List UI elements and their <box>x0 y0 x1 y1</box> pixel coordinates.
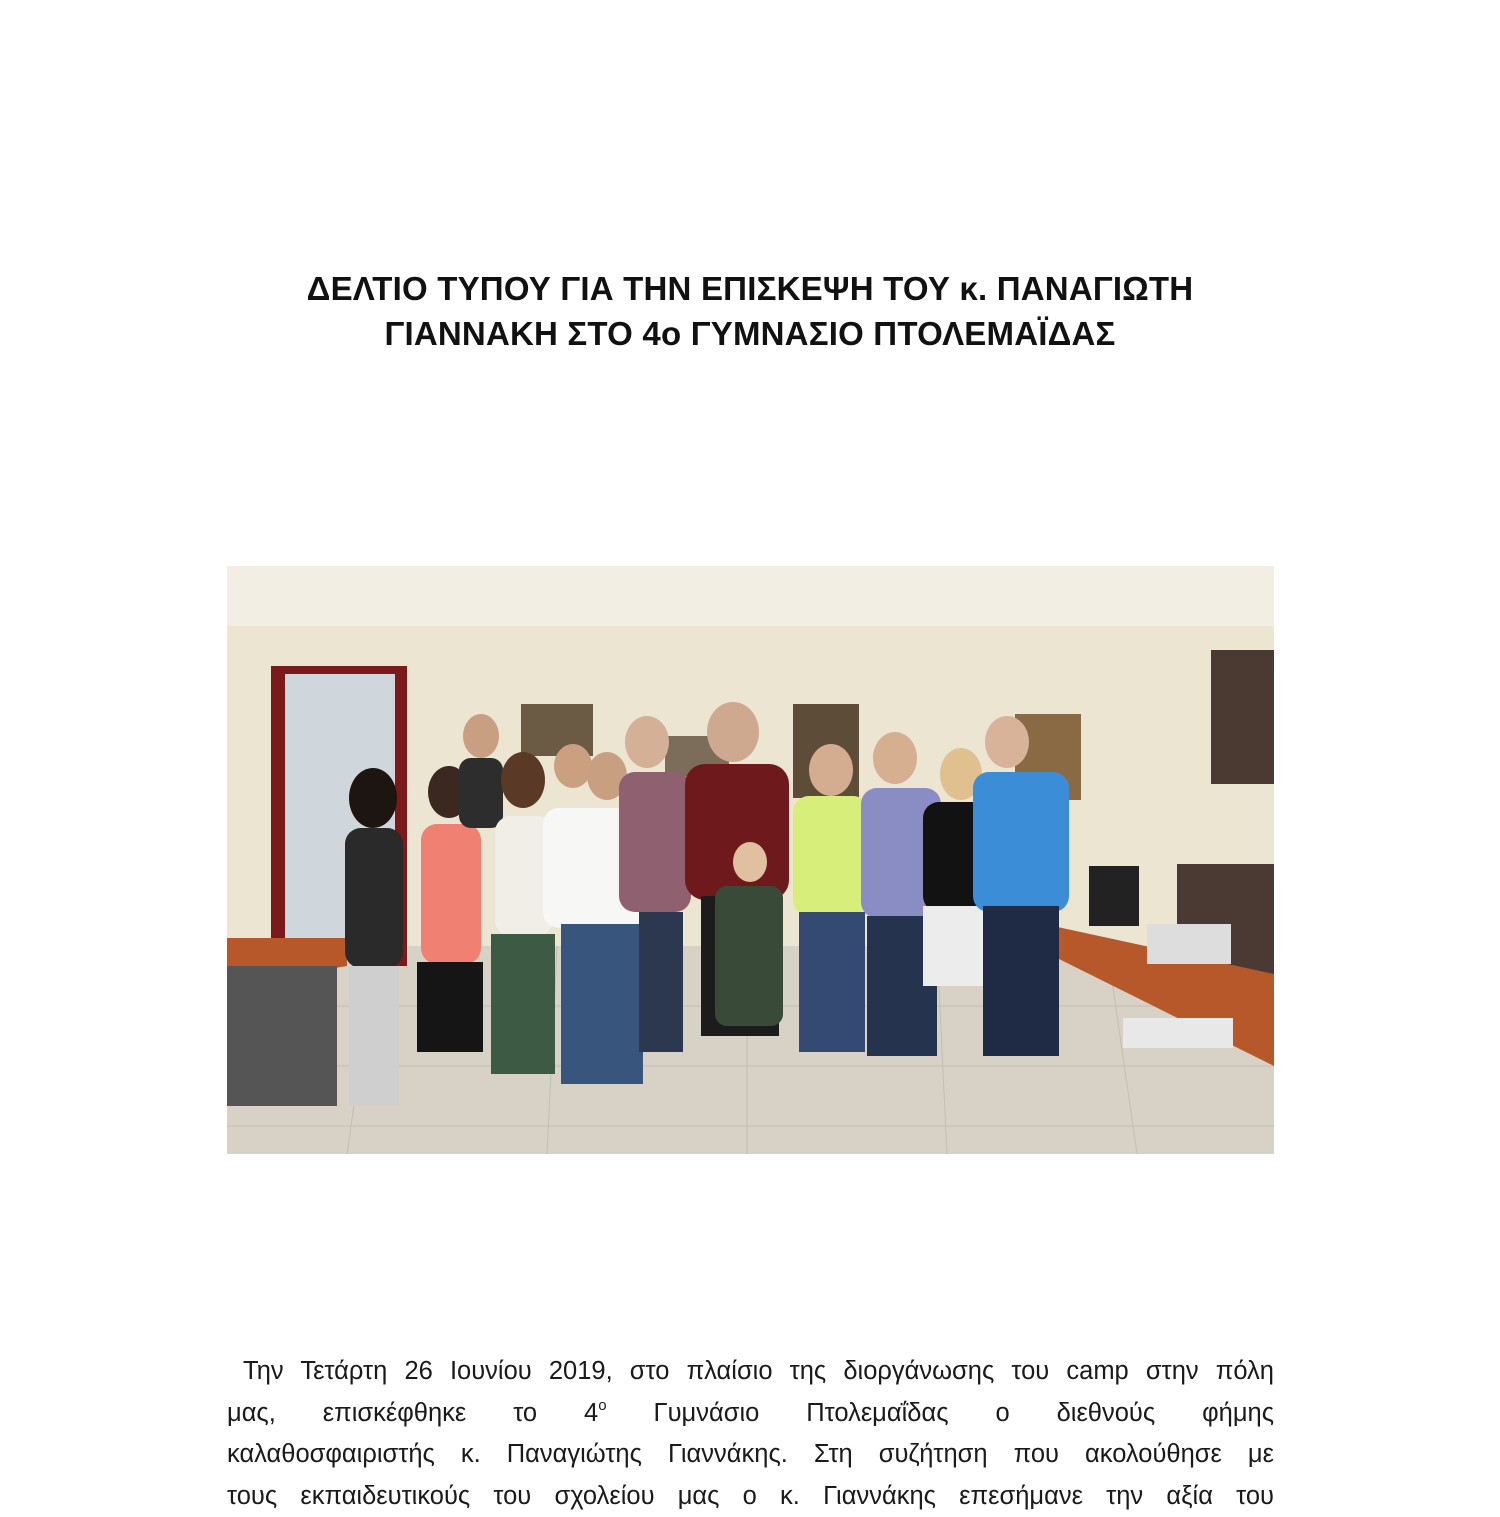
line2-after-superscript: Γυμνάσιο Πτολεμαΐδας ο διεθνούς φήμης <box>654 1399 1274 1427</box>
title-line-2: ΓΙΑΝΝΑΚΗ ΣΤΟ 4ο ΓΥΜΝΑΣΙΟ ΠΤΟΛΕΜΑΪΔΑΣ <box>250 311 1250 356</box>
paragraph-line-3: καλαθοσφαιριστής κ. Παναγιώτης Γιαννάκης. Στη συζήτηση που ακολούθησε με <box>227 1434 1274 1476</box>
page-title <box>250 266 1250 356</box>
paragraph-line-4: τους εκπαιδευτικούς του σχολείου μας ο κ. Γιαννάκης επεσήμανε την αξία του <box>227 1476 1274 1517</box>
line2-before-superscript: μας, επισκέφθηκε το 4 <box>227 1399 598 1427</box>
paragraph-line-1: Την Τετάρτη 26 Ιουνίου 2019, στο πλαίσιο της διοργάνωσης του camp στην πόλη <box>227 1351 1274 1393</box>
group-photo <box>227 566 1274 1154</box>
superscript-ordinal: ο <box>598 1397 606 1414</box>
title-line-1: ΔΕΛΤΙΟ ΤΥΠΟΥ ΓΙΑ ΤΗΝ ΕΠΙΣΚΕΨΗ ΤΟΥ κ. ΠΑΝΑΓΙΩΤΗ <box>250 266 1250 311</box>
paragraph-line-2 <box>227 1393 1274 1435</box>
body-paragraph <box>227 1351 1274 1517</box>
